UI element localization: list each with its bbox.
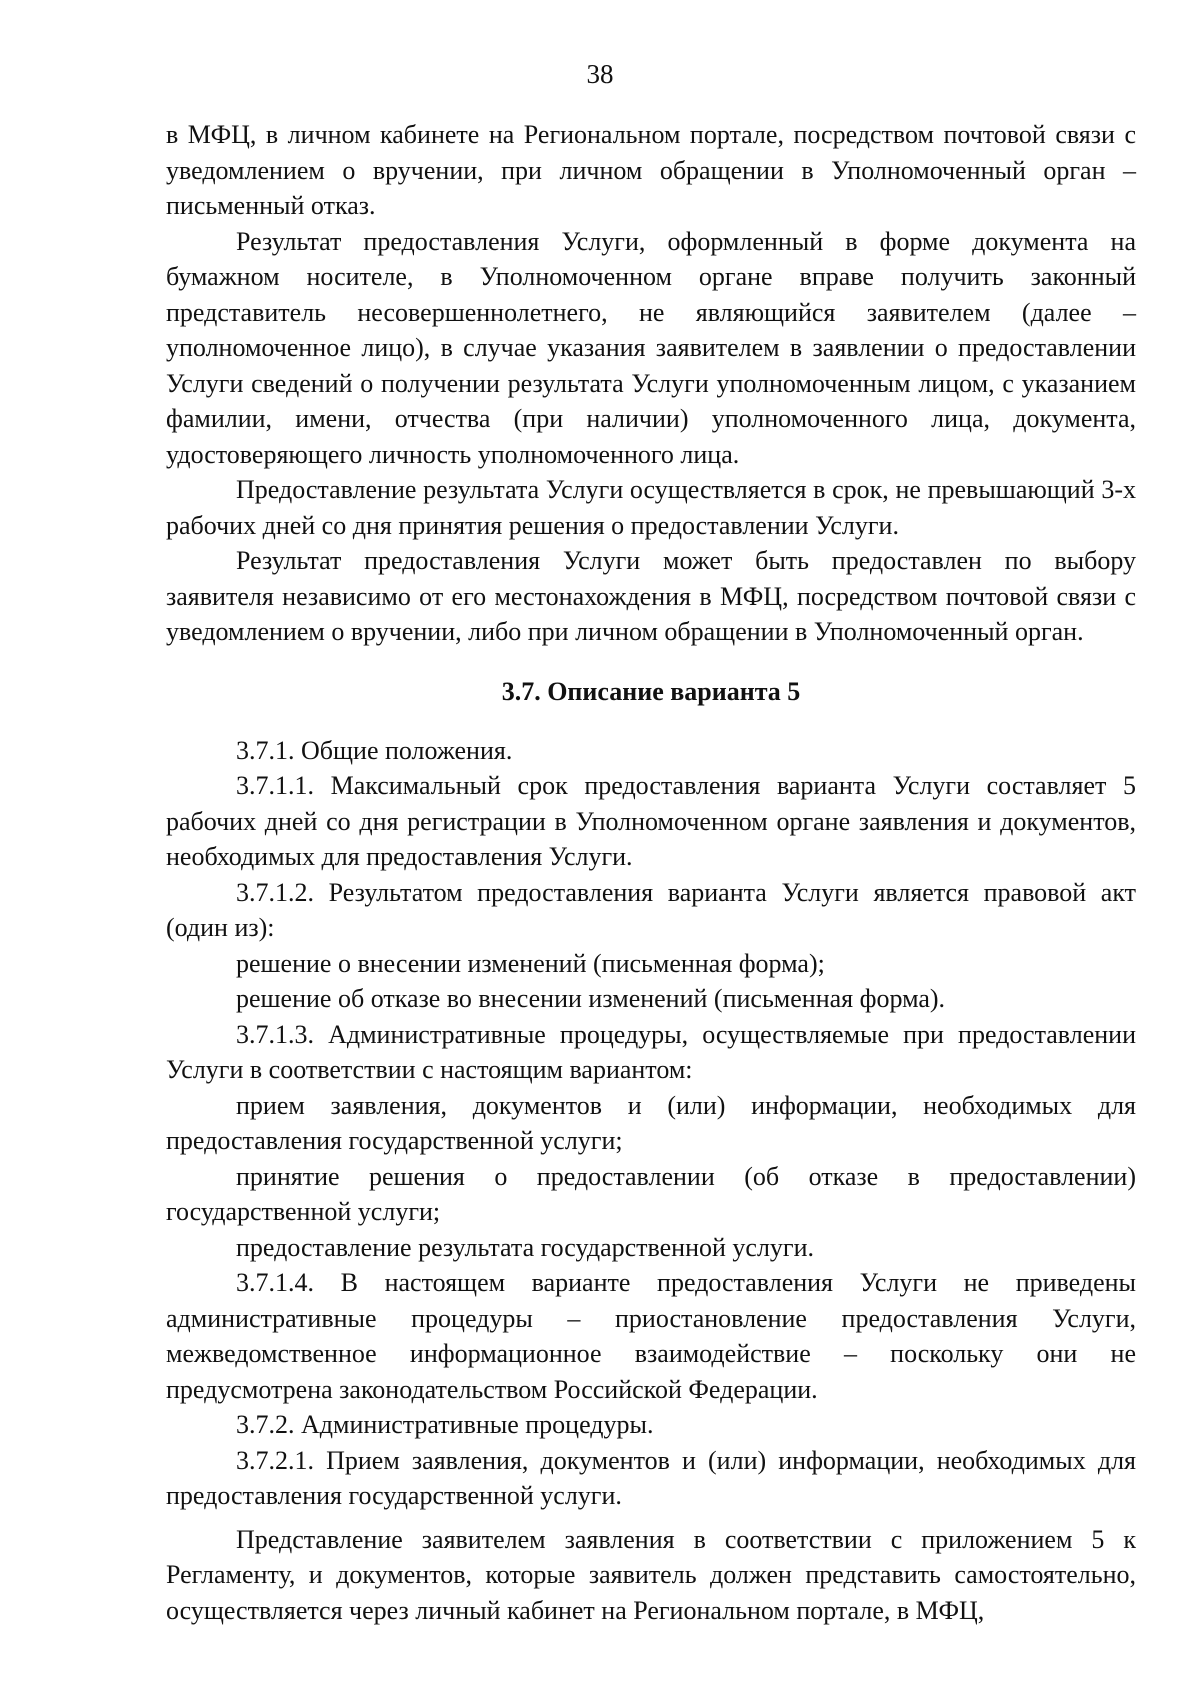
paragraph-result-paper: Результат предоставления Услуги, оформленный в форме документа на бумажном носителе, в Уполномоченном органе вправе получить законный представитель несовершеннолетнего, не являющийся заявителем (далее – уполномоченное лицо), в случае указания заявителем в заявлении о предоставлении Услуги сведений о получении результата Услуги уполномоченным лицом, с указанием фамилии, имени, отчества (при наличии) уполномоченного лица, документа, удостоверяющего личность уполномоченного лица. xyxy=(166,226,1136,469)
list-item-reception: прием заявления, документов и (или) информации, необходимых для предоставления государственной услуги; xyxy=(166,1090,1136,1155)
paragraph-continuation: в МФЦ, в личном кабинете на Региональном портале, посредством почтовой связи с уведомлением о вручении, при личном обращении в Уполномоченный орган – письменный отказ. xyxy=(166,120,1136,220)
list-item-decision-changes: решение о внесении изменений (письменная форма); xyxy=(236,948,825,978)
section-heading: 3.7. Описание варианта 5 xyxy=(501,676,801,706)
paragraph-result-term: Предоставление результата Услуги осуществляется в срок, не превышающий 3-х рабочих дней со дня принятия решения о предоставлении Услуги. xyxy=(166,475,1136,540)
paragraph-max-term: 3.7.1.1. Максимальный срок предоставления варианта Услуги составляет 5 рабочих дней со дня регистрации в Уполномоченном органе заявления и документов, необходимых для предоставления Услуги. xyxy=(166,771,1136,871)
paragraph-admin-procedures: 3.7.1.3. Административные процедуры, осуществляемые при предоставлении Услуги в соответствии с настоящим вариантом: xyxy=(166,1019,1136,1084)
paragraph-result-choice: Результат предоставления Услуги может быть предоставлен по выбору заявителя независимо от его местонахождения в МФЦ, посредством почтовой связи с уведомлением о вручении, либо при личном обращении в Уполномоченный орган. xyxy=(166,546,1136,646)
list-item-provision: предоставление результата государственной услуги. xyxy=(236,1232,815,1262)
paragraph-reception: 3.7.2.1. Прием заявления, документов и (или) информации, необходимых для предоставления государственной услуги. xyxy=(166,1445,1136,1510)
document-body xyxy=(166,117,1136,1628)
page-number: 38 xyxy=(586,59,614,89)
paragraph-admin-heading: 3.7.2. Административные процедуры. xyxy=(236,1410,654,1439)
paragraph-general: 3.7.1. Общие положения. xyxy=(236,735,513,765)
paragraph-result-act: 3.7.1.2. Результатом предоставления варианта Услуги является правовой акт (один из): xyxy=(166,877,1136,942)
list-item-decision: принятие решения о предоставлении (об отказе в предоставлении) государственной услуги; xyxy=(166,1161,1136,1226)
list-item-decision-refusal: решение об отказе во внесении изменений (письменная форма). xyxy=(236,984,946,1013)
paragraph-submission: Представление заявителем заявления в соответствии с приложением 5 к Регламенту, и документов, которые заявитель должен представить самостоятельно, осуществляется через личный кабинет на Региональном портале, в МФЦ, xyxy=(166,1524,1136,1625)
paragraph-not-included: 3.7.1.4. В настоящем варианте предоставления Услуги не приведены административные процедуры – приостановление предоставления Услуги, межведомственное информационное взаимодействие – поскольку они не предусмотрена законодательством Российской Федерации. xyxy=(166,1268,1136,1404)
